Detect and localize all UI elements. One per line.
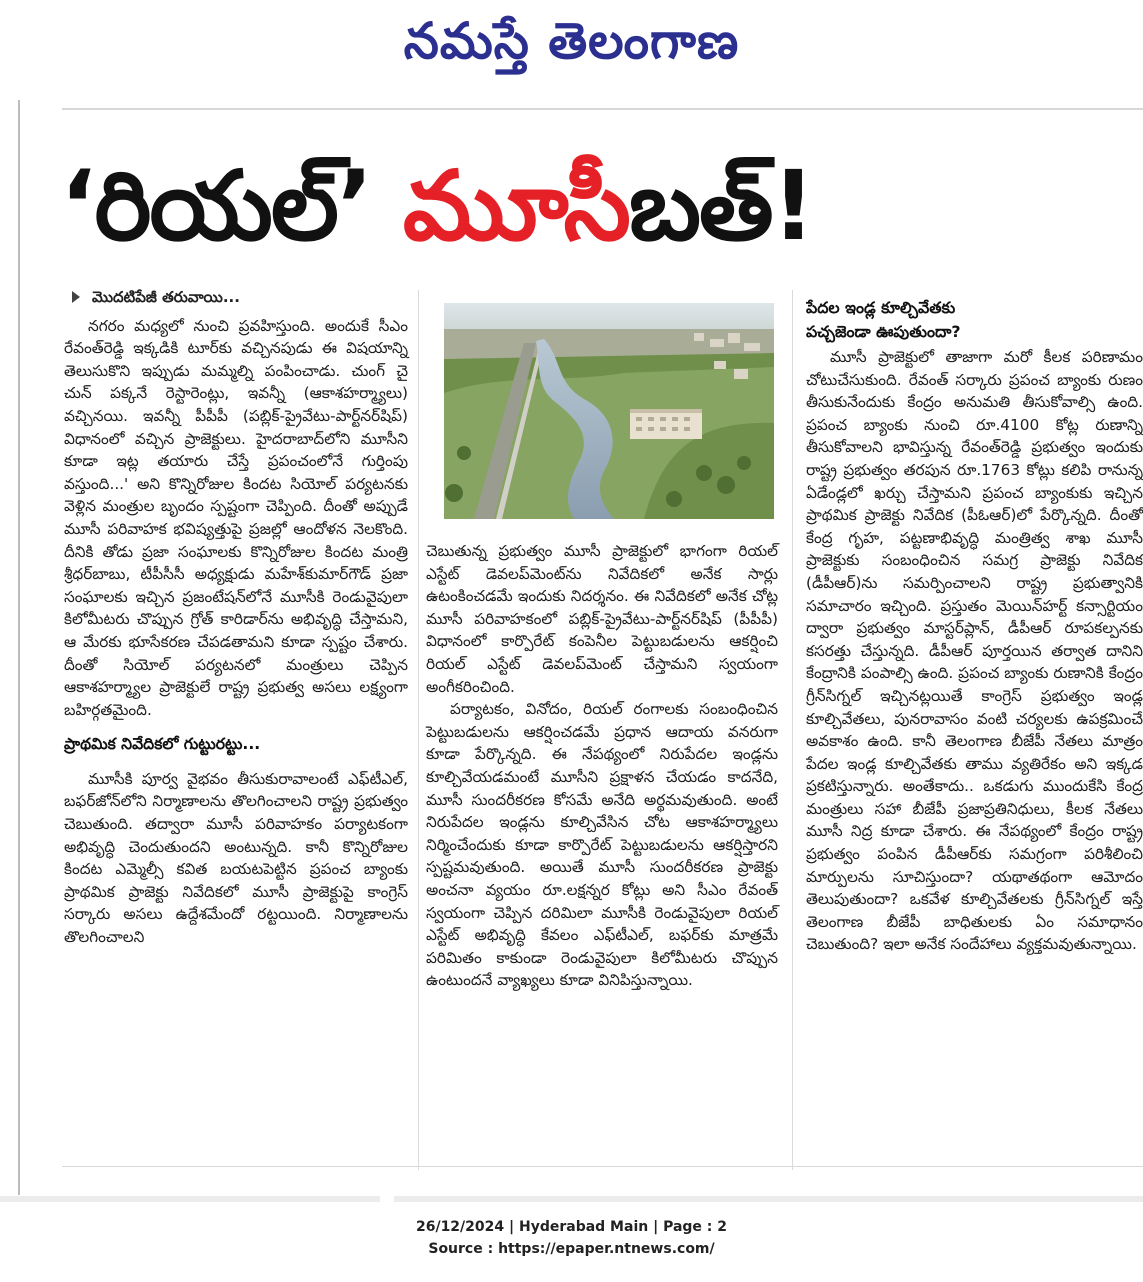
section-subhead [806,296,1143,344]
header-divider [62,108,1143,110]
paragraph: పర్యాటకం, వినోదం, రియల్ రంగాలకు సంబంధించిన పెట్టుబడులను ఆకర్షించడమే ప్రధాన ఆదాయ వనరుగా కూడా పేర్కొన్నది. ఈ నేపథ్యంలో నిరుపేదల ఇండ్లను కూల్చివేయడమంటే మూసీని ప్రక్షాళన చేయడం కాదనేది, మూసీ సుందరీకరణ కోసమే అనేది అర్థమవుతుంది. అంటే నిరుపేదల ఇండ్లను కూల్చివేసిన చోట ఆకాశహర్మ్యాలు నిర్మించేందుకు కూడా కార్పొరేట్ పెట్టుబడులను ఆకర్షిస్తారని స్పష్టమవుతుంది. అయితే మూసీ సుందరీకరణ ప్రాజెక్టు అంచనా వ్యయం రూ.లక్షన్నర కోట్లు అని సీఎం రేవంత్ స్వయంగా చెప్పిన దరిమిలా మూసీకి రెండువైపులా రియల్ ఎస్టేట్ అభివృద్ధి కేవలం ఎఫ్‌టీఎల్, బఫర్‌కు మాత్రమే పరిమితం కాకుండా రెండువైపులా కిలోమీటరు చొప్పున ఉంటుందనే వ్యాఖ్యలు కూడా వినిపిస్తున్నాయి. [426,700,778,990]
page-footer [0,1216,1143,1260]
paragraph: చెబుతున్న ప్రభుత్వం మూసీ ప్రాజెక్టులో భాగంగా రియల్ ఎస్టేట్ డెవలప్‌మెంట్‌ను నివేదికలో అనేక సార్లు ఉటంకించడమే ఇందుకు నిదర్శనం. ఈ నివేదికలో అనేక చోట్ల మూసీ పరివాహకంలో పబ్లిక్-ప్రైవేటు-పార్ట్‌నర్‌షిప్ (పీపీపీ) విధానంలో కార్పొరేట్ కంపెనీల పెట్టుబడులను ఆకర్షించి రియల్ ఎస్టేట్ డెవలప్‌మెంట్ చేస్తామని స్వయంగా అంగీకరించింది. [426,542,778,696]
headline [60,126,1143,286]
paragraph: మూసీకి పూర్వ వైభవం తీసుకురావాలంటే ఎఫ్‌టీఎల్, బఫర్‌జోన్‌లోని నిర్మాణాలను తొలగించాలని రాష్ట్ర ప్రభుత్వం చెబుతుంది. తద్వారా మూసీ పరివాహకం పర్యాటకంగా అభివృద్ధి చెందుతుందని అంటున్నది. కానీ కొన్నిరోజుల కిందట ఎమ్మెల్సీ కవిత బయటపెట్టిన ప్రపంచ బ్యాంకు ప్రాథమిక ప్రాజెక్టు నివేదికలో మూసీ ప్రాజెక్టుపై కాంగ్రెస్ సర్కారు అసలు ఉద్దేశమేందో రట్టయింది. నిర్మాణాలను తొలగించాలని [64,769,408,947]
chevron-right-icon [72,291,80,303]
river-aerial-photo [444,303,774,519]
continuation-text: మొదటిపేజీ తరువాయి... [92,288,240,306]
footer-divider [62,1166,1143,1167]
paragraph: నగరం మధ్యలో నుంచి ప్రవహిస్తుంది. అందుకే సీఎం రేవంత్‌రెడ్డి ఇక్కడికి టూర్‌కు వచ్చినపుడు ఈ విషయాన్ని తెలుసుకొని ఇప్పుడు మమ్మల్ని పంపించాడు. చుంగ్ చై చున్ పక్కనే రెస్టారెంట్లు, ఇవన్నీ (ఆకాశహర్మ్యాలు) వచ్చినయి. ఇవన్నీ పీపీపీ (పబ్లిక్-ప్రైవేటు-పార్ట్‌నర్‌షిప్) విధానంలో వచ్చిన ప్రాజెక్టులు. హైదరాబాద్‌లోని మూసీని కూడా ఇట్ల తయారు చేస్తే ప్రపంచంలోనే గుర్తింపు వస్తుంది...' అని కొన్నిరోజుల కిందట సియోల్ పర్యటనకు వెళ్లిన మంత్రుల బృందం స్పష్టంగా చెప్పింది. దీంతో అప్పుడే మూసీ పరివాహక భవిష్యత్తుపై ప్రజల్లో ఆందోళన నెలకొంది. దీనికి తోడు ప్రజా సంఘాలకు కొన్నిరోజుల కిందట మంత్రి శ్రీధర్‌బాబు, టీపీసీసీ అధ్యక్షుడు మహేశ్‌కుమార్‌గౌడ్ ప్రజా సంఘాలకు ఇచ్చిన ప్రజంటేషన్‌లోనే మూసీకి రెండువైపులా కిలోమీటరు చొప్పున గ్రోత్ కారిడార్‌ను అభివృద్ధి చేస్తామని, ఆ మేరకు భూసేకరణ చేపడతామని కూడా స్పష్టం చేశారు. దీంతో సియోల్ పర్యటనలో మంత్రులు చెప్పిన ఆకాశహర్మ్యాల ప్రాజెక్టులే రాష్ట్ర ప్రభుత్వ అసలు లక్ష్యంగా బహిర్గతమైంది. [64,316,408,719]
subhead-line: పచ్చజెండా ఊపుతుందా? [806,322,961,341]
section-subhead: ప్రాథమిక నివేదికలో గుట్టురట్టు... [64,735,261,754]
footer-date-edition: 26/12/2024 | Hyderabad Main | Page : 2 [415,1219,728,1235]
article-column-2 [426,540,778,992]
column-divider [418,290,419,1170]
masthead-logo: నమస్తే తెలంగాణ [403,11,740,70]
footer-source: Source : https://epaper.ntnews.com/ [428,1241,715,1257]
article-column-1 [64,286,408,949]
article-column-3 [806,296,1143,956]
paragraph: మూసీ ప్రాజెక్టులో తాజాగా మరో కీలక పరిణామం చోటుచేసుకుంది. రేవంత్ సర్కారు ప్రపంచ బ్యాంకు రుణం తీసుకునేందుకు కేంద్రం అనుమతి తీసుకోవాల్సి ఉంది. ప్రపంచ బ్యాంకు నుంచి రూ.4100 కోట్ల రుణాన్ని తీసుకోవాలని భావిస్తున్న రేవంత్‌రెడ్డి ప్రభుత్వం ఇందుకు రాష్ట్ర ప్రభుత్వం తరపున రూ.1763 కోట్లు కలిపి రానున్న ఏడేండ్లలో ఖర్చు చేస్తామని ప్రపంచ బ్యాంకుకు ఇచ్చిన ప్రాథమిక ప్రాజెక్టు నివేదిక (పీఓఆర్)లో పేర్కొన్నది. దీంతో కేంద్ర గృహ, పట్టణాభివృద్ధి మంత్రిత్వ శాఖ మూసీ ప్రాజెక్టుకు సంబంధించిన సమగ్ర ప్రాజెక్టు నివేదిక (డీపీఆర్)ను సమర్పించాలని రాష్ట్ర ప్రభుత్వానికి సమాచారం ఇచ్చింది. ప్రస్తుతం మెయిన్‌హర్ట్ కన్సార్టియం ద్వారా ప్రభుత్వం మాస్టర్‌ప్లాన్, డీపీఆర్ రూపకల్పనకు కసరత్తు చేస్తున్నది. డీపీఆర్ పూర్తయిన తర్వాత దానిని కేంద్రానికి పంపాల్సి ఉంది. ప్రపంచ బ్యాంకు రుణానికి కేంద్రం గ్రీన్‌సిగ్నల్ ఇచ్చినట్లయితే కాంగ్రెస్ ప్రభుత్వం ఇండ్ల కూల్చివేతలు, పునరావాసం వంటి చర్యలకు ఉపక్రమించే అవకాశం ఉంది. కానీ తెలంగాణ బీజేపీ నేతలు మాత్రం పేదల ఇండ్ల కూల్చివేతకు తాము వ్యతిరేకం అని ఇక్కడ ప్రకటిస్తున్నారు. అంతేకాదు.. ఒకడుగు ముందుకేసి కేంద్ర మంత్రులు సహా బీజేపీ ప్రజాప్రతినిధులు, కీలక నేతలు మూసీ నిద్ర కూడా చేశారు. ఈ నేపథ్యంలో కేంద్రం రాష్ట్ర ప్రభుత్వం పంపిన డీపీఆర్‌కు సమగ్రంగా పరిశీలించి మార్పులను సూచిస్తుందా? యథాతథంగా ఆమోదం తెలుపుతుందా? ఒకవేళ కూల్చివేతలకు గ్రీన్‌సిగ్నల్ ఇస్తే తెలంగాణ బీజేపీ బాధితులకు ఏం సమాధానం చెబుతుంది? ఇలా అనేక సందేహాలు వ్యక్తమవుతున్నాయి. [806,348,1143,954]
headline-part-end: బత్! [628,150,814,262]
page-edge-strip [0,1196,1143,1202]
continuation-label [64,286,408,309]
headline-part-red: మూసీ [402,150,629,262]
page-edge-gap [380,1196,394,1202]
left-margin-rule [18,100,20,1195]
column-divider [792,290,793,1170]
subhead-line: పేదల ఇండ్ల కూల్చివేతకు [806,298,956,317]
headline-part-black: ‘రియల్’ [60,150,403,262]
